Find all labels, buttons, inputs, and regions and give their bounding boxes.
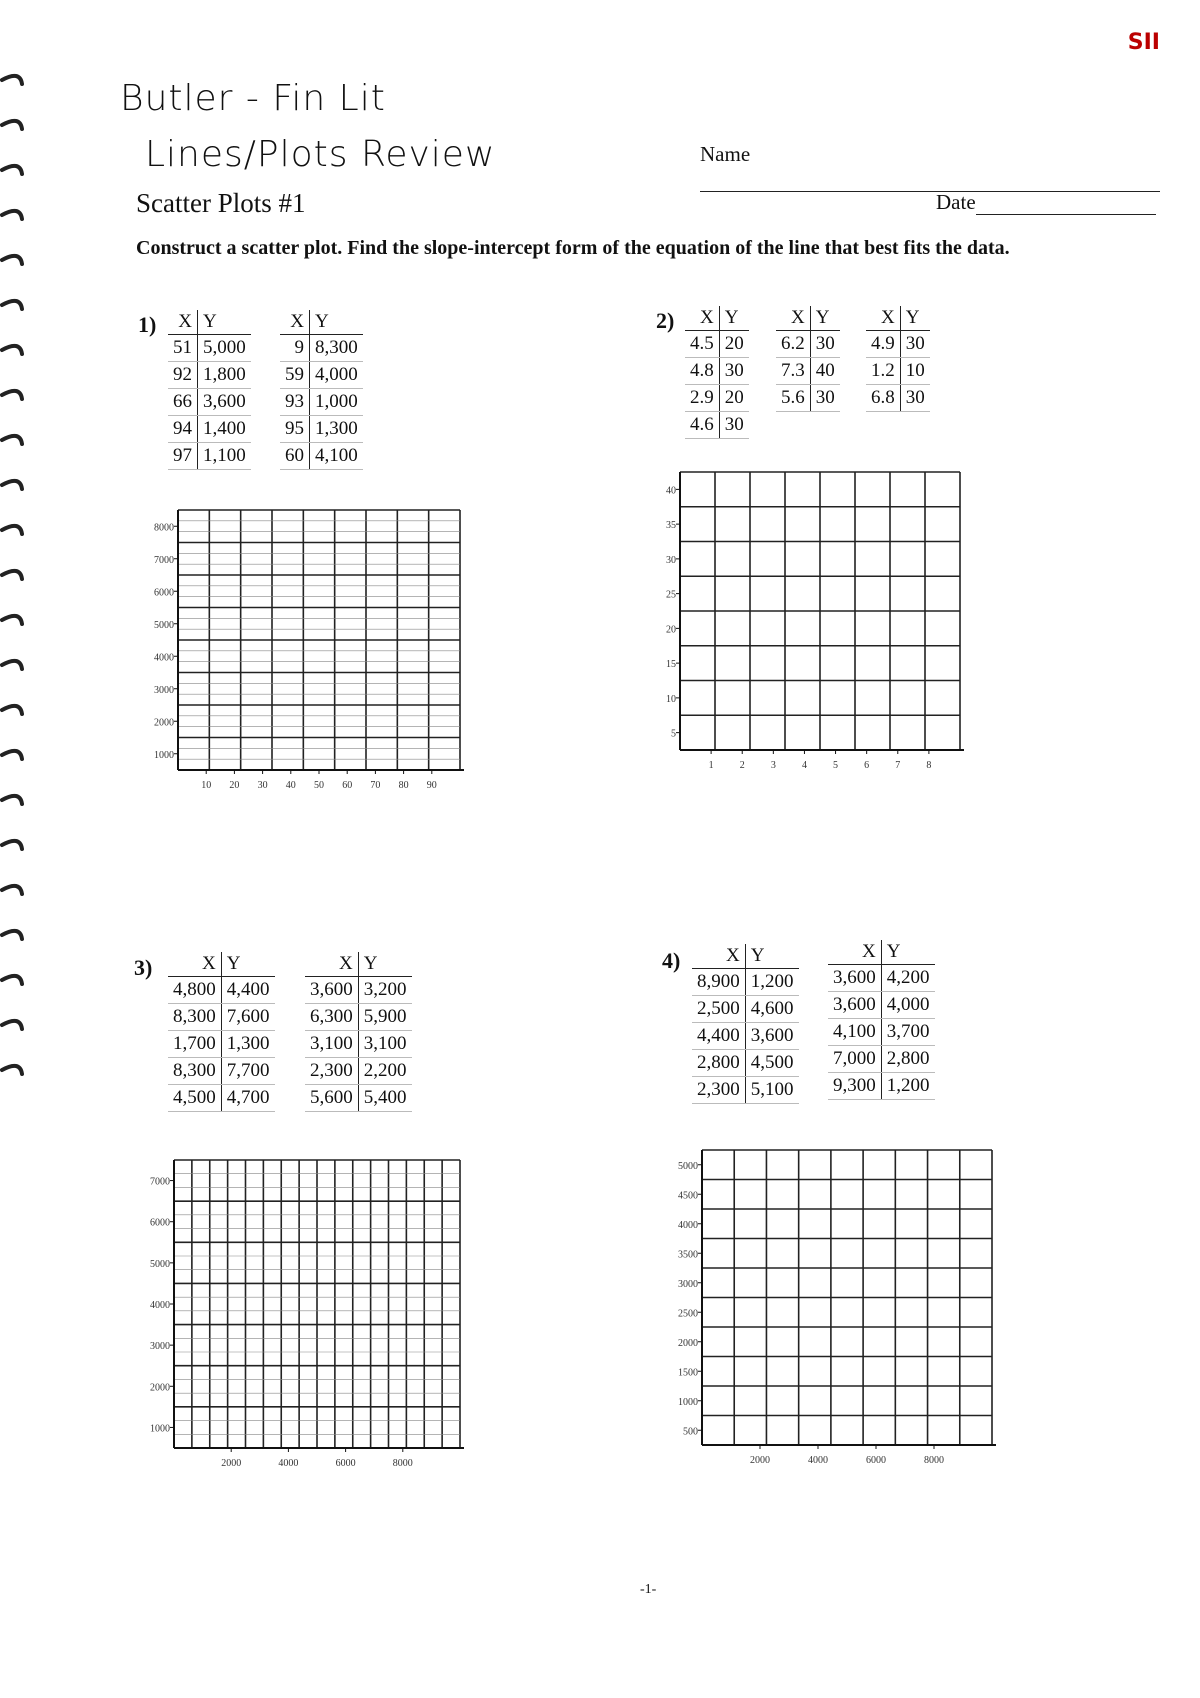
table-row <box>685 331 749 358</box>
x-cell: 6.2 <box>776 331 810 358</box>
table-row <box>168 977 275 1004</box>
y-tick-label: 30 <box>666 554 676 566</box>
y-cell: 20 <box>719 385 749 412</box>
table-row <box>305 1031 412 1058</box>
x-cell: 6,300 <box>305 1004 358 1031</box>
y-tick-label: 1000 <box>678 1396 698 1408</box>
table-row <box>305 1004 412 1031</box>
y-header: Y <box>810 306 840 331</box>
y-cell: 1,800 <box>198 362 251 389</box>
x-cell: 92 <box>168 362 198 389</box>
notebook-spiral-binding <box>0 70 28 1120</box>
x-tick-label: 50 <box>314 780 324 791</box>
y-cell: 40 <box>810 358 840 385</box>
y-header: Y <box>881 940 934 965</box>
date-blank[interactable] <box>976 192 1156 215</box>
problem-number: 4) <box>662 948 681 973</box>
worksheet-title: Scatter Plots #1 <box>136 188 306 218</box>
x-tick-label: 6 <box>864 760 870 771</box>
y-cell: 5,100 <box>745 1077 798 1104</box>
y-tick-label: 7000 <box>150 1176 170 1188</box>
table-row <box>828 992 935 1019</box>
y-tick-label: 5000 <box>678 1160 698 1172</box>
table-row <box>692 969 799 996</box>
date-label: Date <box>936 190 976 214</box>
table-row <box>168 1085 275 1112</box>
table-row <box>168 335 251 362</box>
table-header <box>866 306 930 331</box>
x-tick-label: 1 <box>708 760 714 771</box>
x-tick-label: 80 <box>398 780 409 791</box>
x-cell: 4.8 <box>685 358 719 385</box>
y-cell: 7,700 <box>221 1058 274 1085</box>
y-cell: 8,300 <box>310 335 363 362</box>
table-row <box>692 1023 799 1050</box>
x-cell: 8,900 <box>692 969 745 996</box>
y-tick-label: 5 <box>671 728 676 740</box>
data-table <box>280 310 363 470</box>
table-header <box>305 952 412 977</box>
table-row <box>776 331 840 358</box>
table-header <box>692 944 799 969</box>
x-cell: 4,800 <box>168 977 221 1004</box>
x-cell: 60 <box>280 443 310 470</box>
x-tick-label: 8000 <box>924 1455 944 1466</box>
y-tick-label: 35 <box>666 520 676 532</box>
name-label: Name <box>700 142 751 166</box>
table-row <box>866 385 930 412</box>
x-tick-label: 2000 <box>221 1458 242 1469</box>
y-cell: 30 <box>719 358 749 385</box>
table-row <box>828 1019 935 1046</box>
y-header: Y <box>310 310 363 335</box>
y-cell: 1,100 <box>198 443 251 470</box>
problem-number: 1) <box>138 312 157 337</box>
y-cell: 7,600 <box>221 1004 274 1031</box>
table-row <box>168 1004 275 1031</box>
data-table <box>685 306 749 439</box>
y-tick-label: 1000 <box>150 1423 170 1435</box>
x-tick-label: 4000 <box>808 1455 828 1466</box>
y-cell: 5,400 <box>358 1085 411 1112</box>
name-field[interactable] <box>700 142 1200 192</box>
table-row <box>685 412 749 439</box>
y-header: Y <box>900 306 930 331</box>
x-cell: 4.6 <box>685 412 719 439</box>
x-cell: 2,800 <box>692 1050 745 1077</box>
y-cell: 30 <box>810 331 840 358</box>
scatter-grid-4[interactable] <box>658 1144 998 1475</box>
y-cell: 1,000 <box>310 389 363 416</box>
table-row <box>168 443 251 470</box>
y-tick-label: 3500 <box>678 1249 698 1261</box>
y-cell: 3,600 <box>198 389 251 416</box>
x-cell: 4,400 <box>692 1023 745 1050</box>
y-tick-label: 40 <box>666 485 676 497</box>
x-header: X <box>305 952 358 977</box>
x-tick-label: 30 <box>257 780 268 791</box>
data-table <box>776 306 840 412</box>
table-row <box>168 389 251 416</box>
y-cell: 1,200 <box>881 1073 934 1100</box>
y-cell: 5,900 <box>358 1004 411 1031</box>
y-cell: 1,300 <box>310 416 363 443</box>
corner-mark: SII <box>1127 30 1160 55</box>
y-cell: 4,000 <box>881 992 934 1019</box>
y-tick-label: 15 <box>666 659 676 671</box>
table-header <box>828 940 935 965</box>
scatter-grid-2[interactable] <box>636 466 966 780</box>
y-tick-label: 2000 <box>150 1382 170 1394</box>
y-cell: 1,200 <box>745 969 798 996</box>
y-tick-label: 1500 <box>678 1367 698 1379</box>
data-table <box>866 306 930 412</box>
table-row <box>866 331 930 358</box>
x-tick-label: 2 <box>739 760 745 771</box>
y-cell: 4,400 <box>221 977 274 1004</box>
y-tick-label: 6000 <box>150 1217 170 1229</box>
x-cell: 4.5 <box>685 331 719 358</box>
x-cell: 4.9 <box>866 331 900 358</box>
x-cell: 9 <box>280 335 310 362</box>
x-cell: 8,300 <box>168 1004 221 1031</box>
x-header: X <box>866 306 900 331</box>
x-tick-label: 2000 <box>750 1455 770 1466</box>
x-cell: 2,300 <box>692 1077 745 1104</box>
y-cell: 2,800 <box>881 1046 934 1073</box>
y-tick-label: 5000 <box>154 619 174 631</box>
y-cell: 1,300 <box>221 1031 274 1058</box>
date-field[interactable] <box>936 190 1156 215</box>
x-tick-label: 4000 <box>278 1458 299 1469</box>
y-cell: 10 <box>900 358 930 385</box>
table-row <box>692 996 799 1023</box>
data-table <box>692 944 799 1104</box>
y-cell: 3,100 <box>358 1031 411 1058</box>
y-cell: 4,500 <box>745 1050 798 1077</box>
y-cell: 30 <box>719 412 749 439</box>
x-cell: 4,100 <box>828 1019 881 1046</box>
table-row <box>305 977 412 1004</box>
x-header: X <box>168 952 221 977</box>
table-row <box>168 362 251 389</box>
y-tick-label: 4500 <box>678 1190 698 1202</box>
scatter-grid-1[interactable] <box>134 504 466 800</box>
y-tick-label: 7000 <box>154 554 174 566</box>
y-cell: 4,600 <box>745 996 798 1023</box>
table-row <box>280 443 363 470</box>
table-row <box>168 1031 275 1058</box>
x-cell: 3,100 <box>305 1031 358 1058</box>
scatter-grid-3[interactable] <box>130 1154 466 1478</box>
y-tick-label: 500 <box>683 1426 698 1438</box>
table-row <box>692 1077 799 1104</box>
y-cell: 4,200 <box>881 965 934 992</box>
table-row <box>828 1046 935 1073</box>
page-number: -1- <box>640 1582 657 1597</box>
x-cell: 97 <box>168 443 198 470</box>
x-tick-label: 7 <box>895 760 901 771</box>
x-tick-label: 40 <box>285 780 296 791</box>
table-row <box>685 358 749 385</box>
y-tick-label: 20 <box>666 624 676 636</box>
name-blank[interactable] <box>700 169 1160 192</box>
x-tick-label: 20 <box>229 780 240 791</box>
y-header: Y <box>719 306 749 331</box>
y-cell: 20 <box>719 331 749 358</box>
x-cell: 2.9 <box>685 385 719 412</box>
y-tick-label: 3000 <box>678 1278 698 1290</box>
y-tick-label: 1000 <box>154 749 174 761</box>
y-tick-label: 25 <box>666 589 676 601</box>
x-tick-label: 60 <box>342 780 353 791</box>
y-tick-label: 6000 <box>154 587 174 599</box>
y-tick-label: 10 <box>666 693 676 705</box>
x-tick-label: 90 <box>426 780 437 791</box>
table-header <box>280 310 363 335</box>
x-cell: 51 <box>168 335 198 362</box>
x-cell: 66 <box>168 389 198 416</box>
table-row <box>685 385 749 412</box>
y-tick-label: 3000 <box>154 684 174 696</box>
handwritten-course-label: Butler - Fin Lit <box>120 78 386 119</box>
table-row <box>776 385 840 412</box>
x-cell: 95 <box>280 416 310 443</box>
table-row <box>866 358 930 385</box>
table-row <box>828 965 935 992</box>
x-header: X <box>168 310 198 335</box>
x-cell: 94 <box>168 416 198 443</box>
table-row <box>828 1073 935 1100</box>
y-cell: 2,200 <box>358 1058 411 1085</box>
x-cell: 4,500 <box>168 1085 221 1112</box>
y-tick-label: 4000 <box>678 1219 698 1231</box>
y-cell: 30 <box>900 331 930 358</box>
y-cell: 4,100 <box>310 443 363 470</box>
table-header <box>776 306 840 331</box>
y-tick-label: 2000 <box>154 717 174 729</box>
y-tick-label: 5000 <box>150 1258 170 1270</box>
x-cell: 7.3 <box>776 358 810 385</box>
x-tick-label: 10 <box>201 780 212 791</box>
table-row <box>168 1058 275 1085</box>
y-cell: 1,400 <box>198 416 251 443</box>
table-header <box>168 310 251 335</box>
y-tick-label: 4000 <box>150 1300 170 1311</box>
y-cell: 5,000 <box>198 335 251 362</box>
x-tick-label: 5 <box>833 760 839 771</box>
y-tick-label: 8000 <box>154 522 174 534</box>
data-table <box>828 940 935 1100</box>
data-table <box>305 952 412 1112</box>
x-cell: 5,600 <box>305 1085 358 1112</box>
y-cell: 3,600 <box>745 1023 798 1050</box>
x-tick-label: 8 <box>926 760 932 771</box>
x-cell: 2,500 <box>692 996 745 1023</box>
x-tick-label: 8000 <box>392 1458 413 1469</box>
x-cell: 3,600 <box>828 965 881 992</box>
y-cell: 4,000 <box>310 362 363 389</box>
table-row <box>280 416 363 443</box>
table-row <box>280 389 363 416</box>
x-cell: 3,600 <box>305 977 358 1004</box>
y-header: Y <box>358 952 411 977</box>
x-cell: 1.2 <box>866 358 900 385</box>
x-tick-label: 4 <box>801 760 807 771</box>
table-row <box>692 1050 799 1077</box>
x-cell: 2,300 <box>305 1058 358 1085</box>
table-row <box>168 416 251 443</box>
x-tick-label: 70 <box>370 780 381 791</box>
y-tick-label: 3000 <box>150 1341 170 1353</box>
data-table <box>168 310 251 470</box>
x-header: X <box>828 940 881 965</box>
y-cell: 4,700 <box>221 1085 274 1112</box>
x-header: X <box>280 310 310 335</box>
x-header: X <box>685 306 719 331</box>
y-header: Y <box>221 952 274 977</box>
x-cell: 6.8 <box>866 385 900 412</box>
y-header: Y <box>198 310 251 335</box>
y-tick-label: 4000 <box>154 652 174 664</box>
x-cell: 5.6 <box>776 385 810 412</box>
y-header: Y <box>745 944 798 969</box>
x-cell: 93 <box>280 389 310 416</box>
table-row <box>280 335 363 362</box>
x-tick-label: 6000 <box>866 1455 886 1466</box>
data-table <box>168 952 275 1112</box>
problem-number: 2) <box>656 308 675 333</box>
table-row <box>776 358 840 385</box>
table-row <box>280 362 363 389</box>
y-cell: 30 <box>900 385 930 412</box>
table-row <box>305 1085 412 1112</box>
y-tick-label: 2000 <box>678 1337 698 1349</box>
y-cell: 3,200 <box>358 977 411 1004</box>
table-header <box>685 306 749 331</box>
problem-number: 3) <box>134 955 153 980</box>
table-row <box>305 1058 412 1085</box>
x-header: X <box>776 306 810 331</box>
table-header <box>168 952 275 977</box>
x-cell: 9,300 <box>828 1073 881 1100</box>
y-cell: 30 <box>810 385 840 412</box>
x-tick-label: 3 <box>770 760 776 771</box>
y-tick-label: 2500 <box>678 1308 698 1320</box>
x-tick-label: 6000 <box>335 1458 356 1469</box>
x-cell: 8,300 <box>168 1058 221 1085</box>
x-cell: 3,600 <box>828 992 881 1019</box>
x-header: X <box>692 944 745 969</box>
x-cell: 59 <box>280 362 310 389</box>
y-cell: 3,700 <box>881 1019 934 1046</box>
x-cell: 7,000 <box>828 1046 881 1073</box>
instructions: Construct a scatter plot. Find the slope-intercept form of the equation of the line that best fits the data. <box>136 237 1010 259</box>
handwritten-review-label: Lines/Plots Review <box>145 134 496 175</box>
x-cell: 1,700 <box>168 1031 221 1058</box>
